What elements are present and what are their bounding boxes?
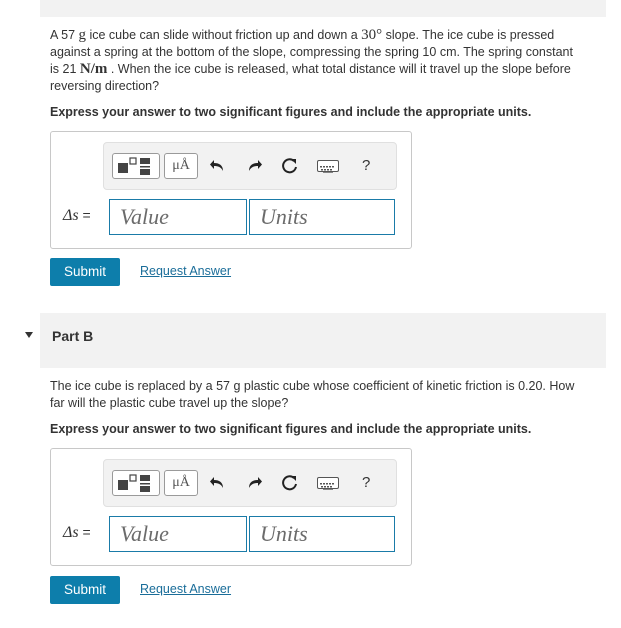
templates-icon: [113, 471, 159, 495]
units-button[interactable]: μÅ: [164, 153, 198, 179]
value-input[interactable]: Value: [109, 516, 247, 552]
part-b-problem-text: The ice cube is replaced by a 57 g plastic cube whose coefficient of kinetic friction is 0.20. How far will the plastic cube travel up the slope?: [50, 379, 575, 410]
part-b-title: Part B: [52, 328, 94, 344]
part-b-request-answer-link[interactable]: Request Answer: [140, 582, 232, 596]
units-button[interactable]: μÅ: [164, 470, 198, 496]
templates-button[interactable]: [112, 153, 160, 179]
math-toolbar: [103, 142, 397, 190]
part-b-submit-button[interactable]: Submit: [50, 576, 120, 604]
undo-icon[interactable]: [208, 156, 228, 176]
redo-icon[interactable]: [244, 473, 264, 493]
help-icon[interactable]: ?: [362, 157, 371, 174]
part-a-submit-button[interactable]: Submit: [50, 258, 120, 286]
help-icon[interactable]: ?: [362, 474, 371, 491]
part-a-instruction: Express your answer to two significant figures and include the appropriate units.: [50, 105, 532, 119]
part-a-request-answer-link[interactable]: Request Answer: [140, 264, 232, 278]
templates-button[interactable]: [112, 470, 160, 496]
collapse-caret-icon[interactable]: [25, 332, 33, 338]
reset-icon[interactable]: [280, 156, 300, 176]
units-input[interactable]: Units: [249, 199, 395, 235]
part-a-problem-text: A 57 g ice cube can slide without friction up and down a 30° slope. The ice cube is pressed against a spring at the bottom of the slope, compressing the spring 10 cm. The spring constant is 21 N/m . When the ice cube is released, what total distance will it travel up the slope before reversing direction?: [50, 27, 573, 93]
reset-icon[interactable]: [280, 473, 300, 493]
undo-icon[interactable]: [208, 473, 228, 493]
answer-label: Δs =: [63, 207, 91, 224]
answer-label: Δs =: [63, 524, 91, 541]
part-a-answer-box: [50, 131, 412, 249]
part-b-header[interactable]: [40, 313, 606, 368]
value-input[interactable]: Value: [109, 199, 247, 235]
top-band: [40, 0, 606, 17]
math-toolbar: [103, 459, 397, 507]
redo-icon[interactable]: [244, 156, 264, 176]
keyboard-icon[interactable]: [317, 477, 339, 489]
keyboard-icon[interactable]: [317, 160, 339, 172]
part-b-answer-box: [50, 448, 412, 566]
units-input[interactable]: Units: [249, 516, 395, 552]
templates-icon: [113, 154, 159, 178]
part-b-instruction: Express your answer to two significant figures and include the appropriate units.: [50, 422, 532, 436]
